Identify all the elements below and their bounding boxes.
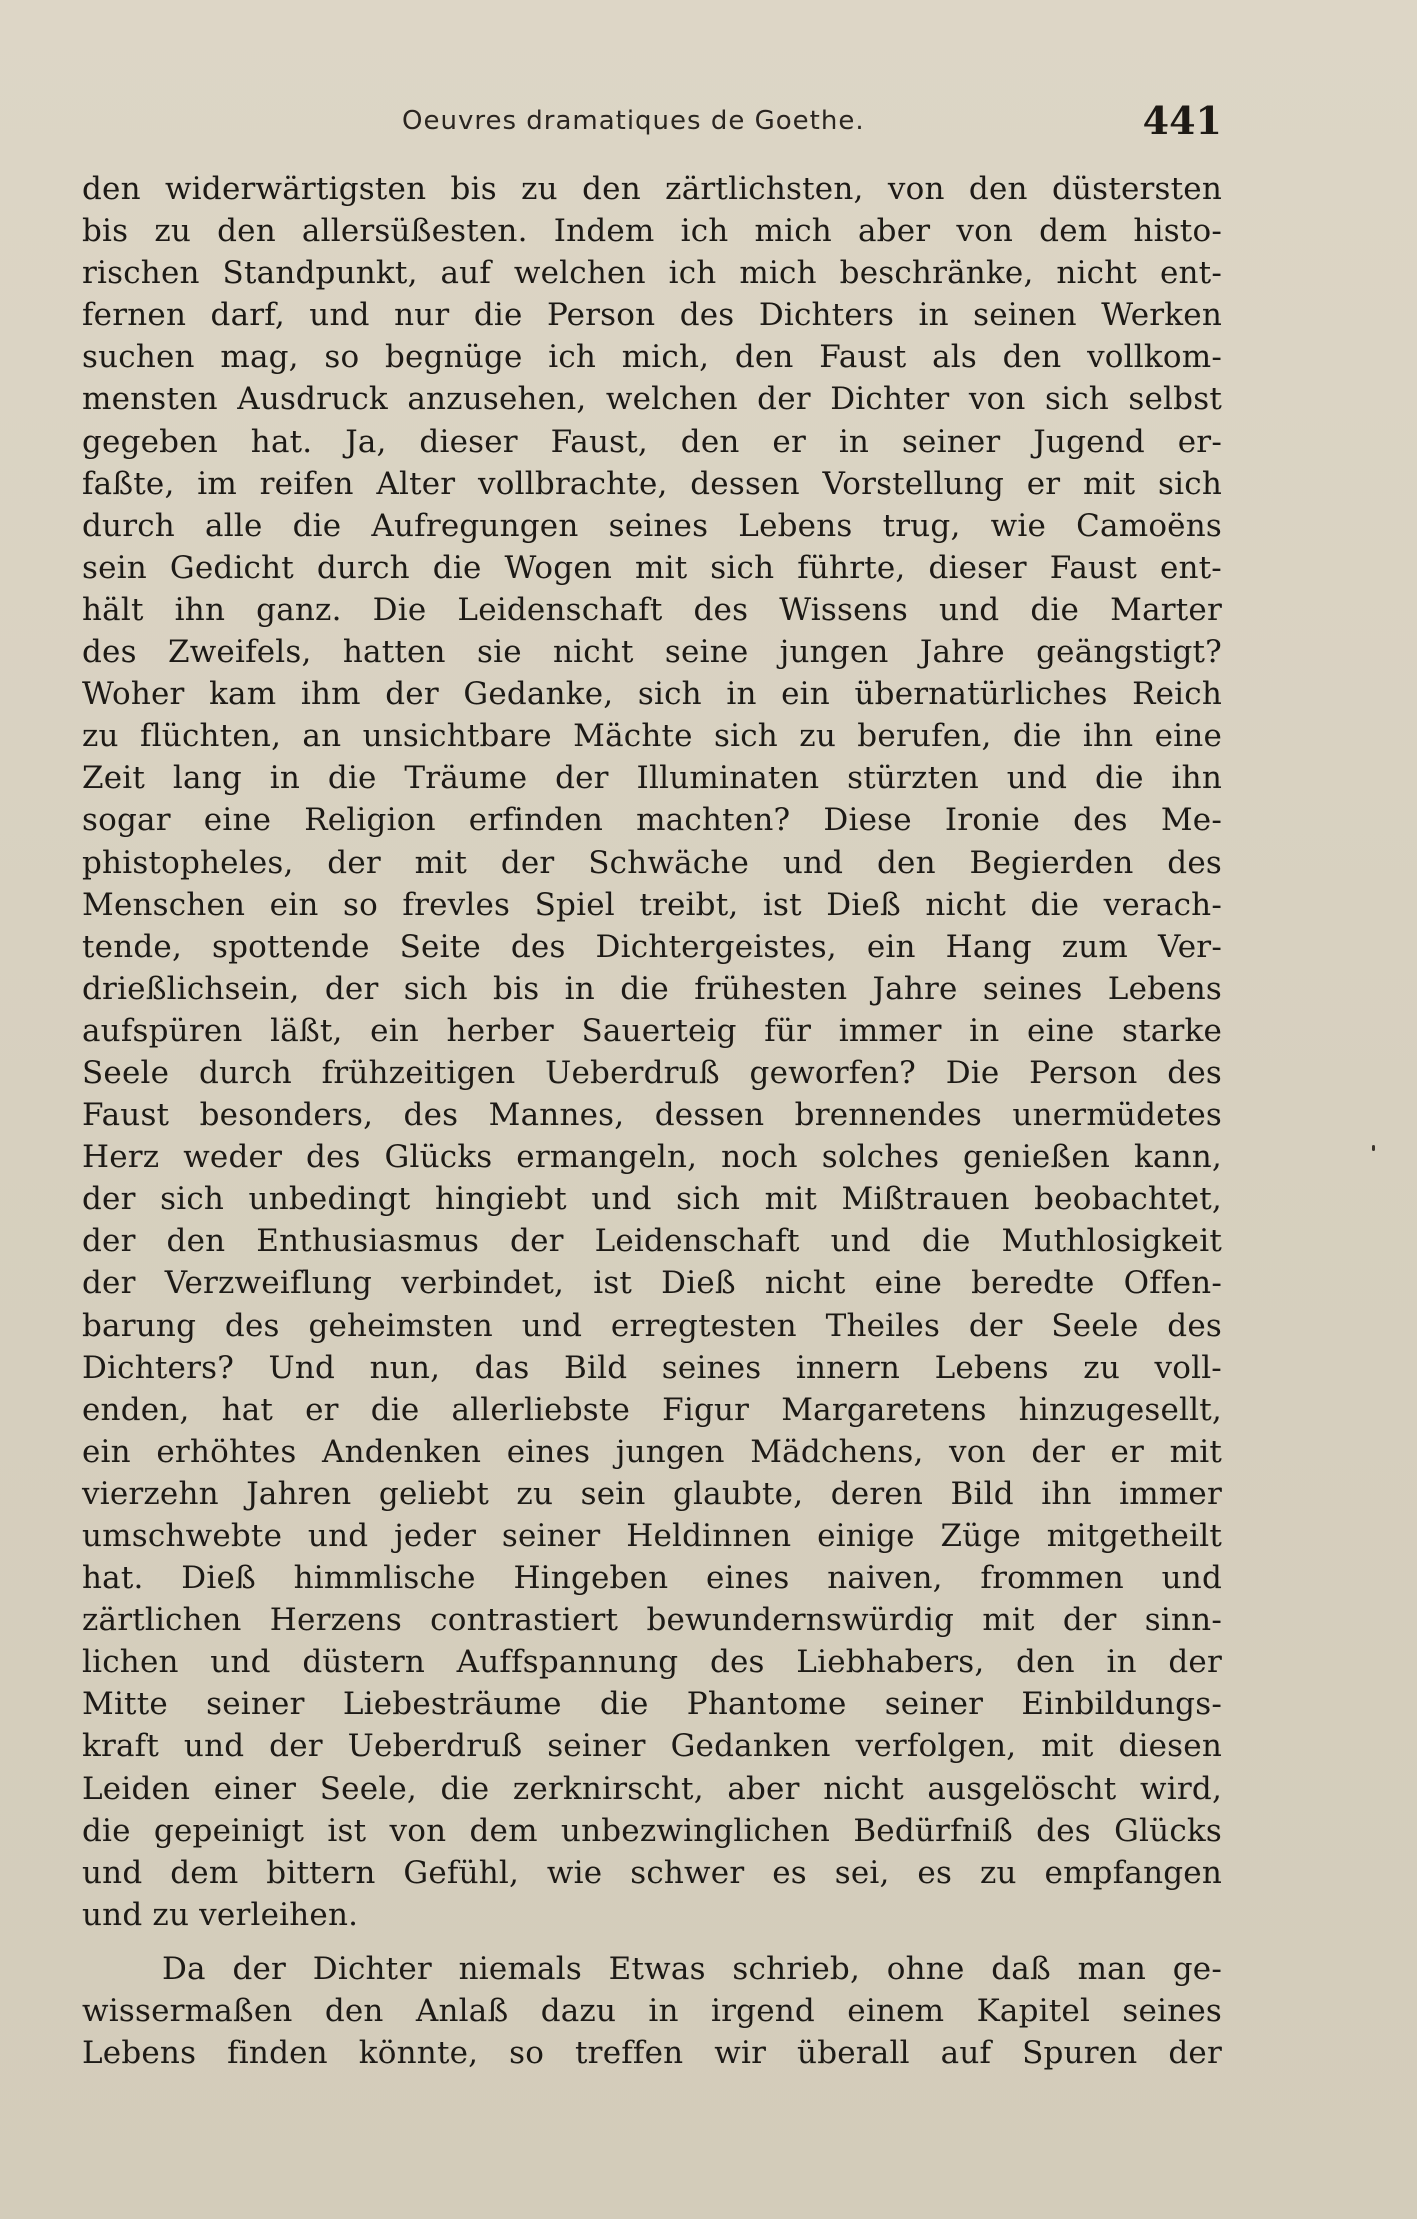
text-line: barung des geheimsten und erregtesten Theiles der Seele des <box>82 1307 1222 1344</box>
text-line: der den Enthusiasmus der Leidenschaft und die Muthlosigkeit <box>82 1223 1222 1260</box>
text-line: fernen darf, und nur die Person des Dichters in seinen Werken <box>82 297 1222 334</box>
text-line: hält ihn ganz. Die Leidenschaft des Wissens und die Marter <box>82 591 1222 628</box>
text-line: zärtlichen Herzens contrastiert bewundernswürdig mit der sinn- <box>82 1602 1222 1639</box>
paragraph-gap <box>82 1936 1222 1948</box>
text-line: Menschen ein so frevles Spiel treibt, ist Dieß nicht die verach- <box>82 886 1222 923</box>
text-line: bis zu den allersüßesten. Indem ich mich aber von dem histo- <box>82 213 1222 250</box>
text-line: des Zweifels, hatten sie nicht seine jungen Jahre geängstigt? <box>82 634 1222 671</box>
text-line: ein erhöhtes Andenken eines jungen Mädchens, von der er mit <box>82 1433 1222 1470</box>
text-line: hat. Dieß himmlische Hingeben eines naiven, frommen und <box>82 1560 1222 1597</box>
text-line: Zeit lang in die Träume der Illuminaten stürzten und die ihn <box>82 760 1222 797</box>
text-line: und dem bittern Gefühl, wie schwer es sei, es zu empfangen <box>82 1854 1222 1891</box>
text-line: rischen Standpunkt, auf welchen ich mich beschränke, nicht ent- <box>82 255 1222 292</box>
text-line: Seele durch frühzeitigen Ueberdruß geworfen? Die Person des <box>82 1054 1222 1091</box>
text-line: aufspüren läßt, ein herber Sauerteig für immer in eine starke <box>82 1012 1222 1049</box>
text-line: umschwebte und jeder seiner Heldinnen einige Züge mitgetheilt <box>82 1518 1222 1554</box>
text-line: Woher kam ihm der Gedanke, sich in ein übernatürliches Reich <box>82 676 1222 713</box>
text-line: mensten Ausdruck anzusehen, welchen der Dichter von sich selbst <box>82 381 1222 418</box>
running-title: Oeuvres dramatiques de Goethe. <box>402 106 865 136</box>
text-line: sein Gedicht durch die Wogen mit sich führte, dieser Faust ent- <box>82 549 1222 586</box>
paragraph-1 <box>82 168 1222 1936</box>
text-line: Da der Dichter niemals Etwas schrieb, ohne daß man ge- <box>162 1950 1222 1987</box>
text-line: wissermaßen den Anlaß dazu in irgend einem Kapitel seines <box>82 1993 1222 2030</box>
text-line: faßte, im reifen Alter vollbrachte, dessen Vorstellung er mit sich <box>82 465 1222 502</box>
text-line: der Verzweiflung verbindet, ist Dieß nicht eine beredte Offen- <box>82 1265 1222 1302</box>
paper-speck <box>1372 1145 1375 1151</box>
text-line: enden, hat er die allerliebste Figur Margaretens hinzugesellt, <box>82 1391 1222 1428</box>
text-line: und zu verleihen. <box>82 1896 359 1933</box>
text-line: durch alle die Aufregungen seines Lebens trug, wie Camoëns <box>82 507 1222 544</box>
text-line: Dichters? Und nun, das Bild seines innern Lebens zu voll- <box>82 1349 1222 1386</box>
text-line: Faust besonders, des Mannes, dessen brennendes unermüdetes <box>82 1097 1222 1134</box>
text-line: sogar eine Religion erfinden machten? Diese Ironie des Me- <box>82 802 1222 839</box>
text-line: Mitte seiner Liebesträume die Phantome seiner Einbildungs- <box>82 1686 1222 1723</box>
text-line: tende, spottende Seite des Dichtergeistes, ein Hang zum Ver- <box>82 928 1222 965</box>
text-line: den widerwärtigsten bis zu den zärtlichsten, von den düstersten <box>82 171 1222 207</box>
text-line: vierzehn Jahren geliebt zu sein glaubte, deren Bild ihn immer <box>82 1475 1222 1512</box>
text-line: suchen mag, so begnüge ich mich, den Faust als den vollkom- <box>82 339 1222 376</box>
text-line: Leiden einer Seele, die zerknirscht, aber nicht ausgelöscht wird, <box>82 1770 1222 1807</box>
text-line: gegeben hat. Ja, dieser Faust, den er in seiner Jugend er- <box>82 423 1222 460</box>
text-line: lichen und düstern Auffspannung des Liebhabers, den in der <box>82 1644 1222 1681</box>
text-line: Lebens finden könnte, so treffen wir überall auf Spuren der <box>82 2035 1222 2072</box>
text-line: phistopheles, der mit der Schwäche und den Begierden des <box>82 844 1222 881</box>
page-number: 441 <box>1142 98 1222 143</box>
text-line: die gepeinigt ist von dem unbezwinglichen Bedürfniß des Glücks <box>82 1812 1222 1849</box>
text-line: der sich unbedingt hingiebt und sich mit Mißtrauen beobachtet, <box>82 1181 1222 1218</box>
text-line: Herz weder des Glücks ermangeln, noch solches genießen kann, <box>82 1139 1222 1176</box>
text-line: zu flüchten, an unsichtbare Mächte sich zu berufen, die ihn eine <box>82 718 1222 755</box>
text-line: kraft und der Ueberdruß seiner Gedanken verfolgen, mit diesen <box>82 1728 1222 1765</box>
page-header <box>82 98 1222 150</box>
text-line: drießlichsein, der sich bis in die frühesten Jahre seines Lebens <box>82 970 1222 1007</box>
body-text <box>82 168 1222 2074</box>
paragraph-2 <box>82 1948 1222 2074</box>
